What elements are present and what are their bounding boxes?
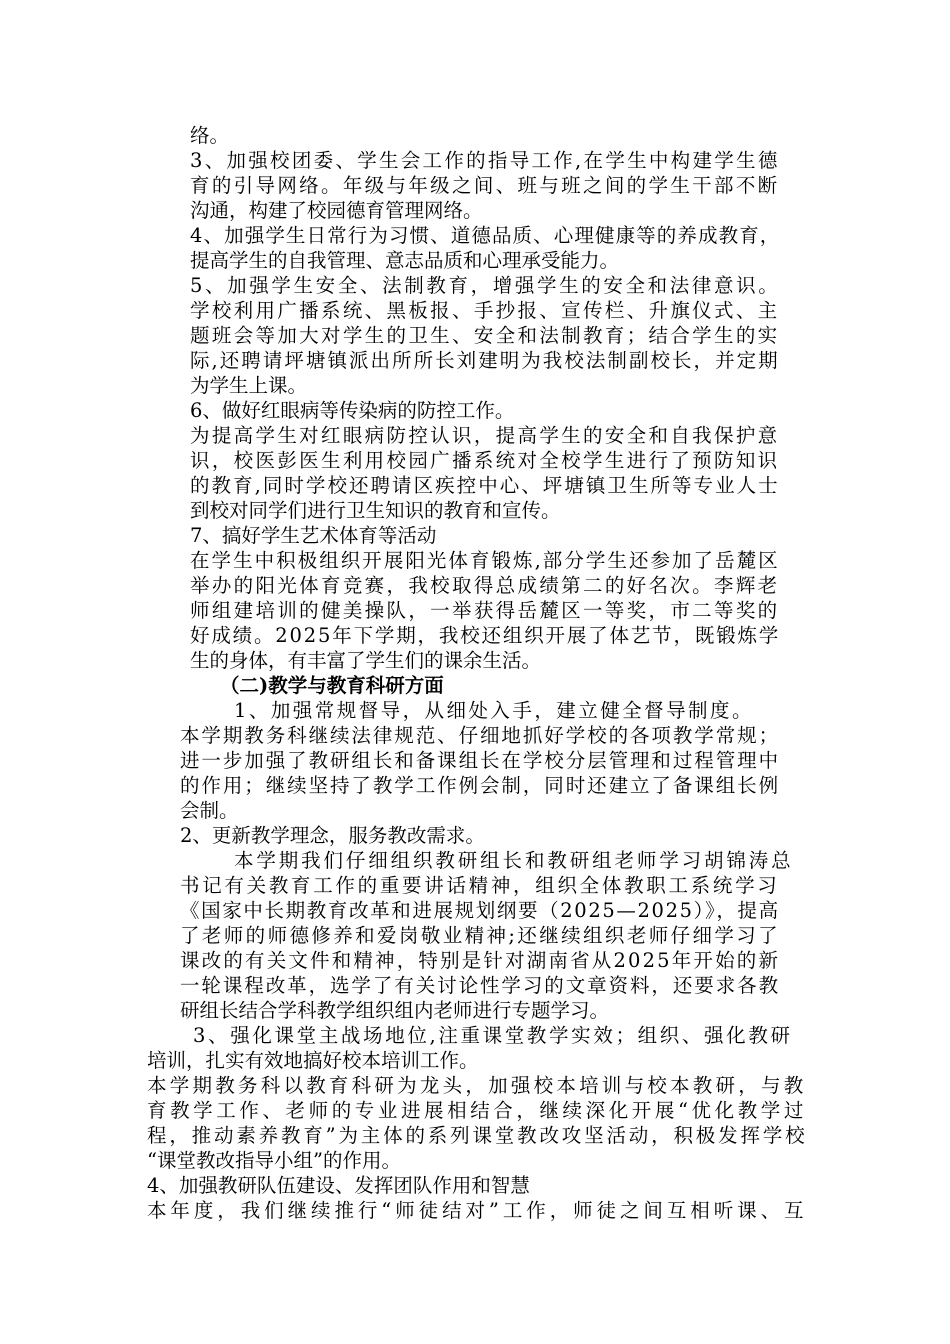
- text-line: 题班会等加大对学生的卫生、安全和法制教育；结合学生的实: [190, 324, 780, 347]
- text-line: 一轮课程改革，选学了有关讨论性学习的文章资料，还要求各教: [180, 974, 781, 997]
- text-line: 本学期教务科继续法律规范、仔细地抓好学校的各项教学常规；: [180, 724, 781, 747]
- text-line: 师组建培训的健美操队，一举获得岳麓区一等奖，市二等奖的: [190, 599, 780, 622]
- text-line: 的教育,同时学校还聘请区疾控中心、坪塘镇卫生所等专业人士: [190, 474, 780, 497]
- text-line: 际,还聘请坪塘镇派出所所长刘建明为我校法制副校长，并定期: [190, 349, 780, 372]
- text-line: 本年度，我们继续推行“师徒结对”工作，师徒之间互相听课、互: [147, 1199, 808, 1222]
- text-line: 课改的有关文件和精神，特别是针对湖南省从2025年开始的新: [180, 949, 781, 972]
- text-line: 5、加强学生安全、法制教育，增强学生的安全和法律意识。: [190, 274, 781, 297]
- text-line: 4、加强教研队伍建设、发挥团队作用和智慧: [147, 1174, 530, 1197]
- text-line: 程，推动素养教育”为主体的系列课堂教改攻坚活动，积极发挥学校: [147, 1124, 808, 1147]
- text-line: 到校对同学们进行卫生知识的教育和宣传。: [190, 499, 561, 522]
- text-line: 进一步加强了教研组长和备课组长在学校分层管理和过程管理中: [180, 749, 781, 772]
- text-line: 了老师的师德修养和爱岗敬业精神;还继续组织老师仔细学习了: [180, 924, 781, 947]
- text-line: 书记有关教育工作的重要讲话精神，组织全体教职工系统学习: [180, 874, 780, 897]
- text-line: 举办的阳光体育竞赛，我校取得总成绩第二的好名次。李辉老: [190, 574, 780, 597]
- text-line: 本学期教务科以教育科研为龙头，加强校本培训与校本教研，与教: [147, 1074, 807, 1097]
- text-line: 为提高学生对红眼病防控认识，提高学生的安全和自我保护意: [190, 424, 780, 447]
- text-line: 学校利用广播系统、黑板报、手抄报、宣传栏、升旗仪式、主: [190, 299, 780, 322]
- text-line: 生的身体，有丰富了学生们的课余生活。: [190, 649, 542, 672]
- text-line: “课堂教改指导小组”的作用。: [147, 1149, 401, 1172]
- text-line: 沟通，构建了校园德育管理网络。: [190, 199, 483, 222]
- text-line: 会制。: [180, 799, 239, 822]
- text-line: 1、加强常规督导，从细处入手，建立健全督导制度。: [234, 699, 754, 722]
- text-line: 《国家中长期教育改革和进展规划纲要（2025—2025）》，提高: [180, 899, 780, 922]
- text-line: 为学生上课。: [190, 374, 308, 397]
- text-line: 7、搞好学生艺术体育等活动: [190, 524, 437, 547]
- section-heading: （二)教学与教育科研方面: [220, 674, 444, 697]
- text-line: 3、加强校团委、学生会工作的指导工作,在学生中构建学生德: [190, 149, 780, 172]
- text-line: 育教学工作、老师的专业进展相结合，继续深化开展“优化教学过: [147, 1099, 807, 1122]
- text-line: 在学生中积极组织开展阳光体育锻炼,部分学生还参加了岳麓区: [190, 549, 780, 572]
- text-line: 培训，扎实有效地搞好校本培训工作。: [147, 1049, 479, 1072]
- text-line: 4、加强学生日常行为习惯、道德品质、心理健康等的养成教育，: [190, 224, 781, 247]
- text-line: 好成绩。2025年下学期，我校还组织开展了体艺节，既锻炼学: [190, 624, 781, 647]
- text-line: 2、更新教学理念，服务教改需求。: [180, 824, 485, 847]
- text-line: 识，校医彭医生利用校园广播系统对全校学生进行了预防知识: [190, 449, 780, 472]
- text-line: 6、做好红眼病等传染病的防控工作。: [190, 399, 515, 422]
- text-line: 育的引导网络。年级与年级之间、班与班之间的学生干部不断: [190, 174, 780, 197]
- text-line: 提高学生的自我管理、意志品质和心理承受能力。: [190, 249, 620, 272]
- text-line: 的作用；继续坚持了教学工作例会制，同时还建立了备课组长例: [180, 774, 781, 797]
- text-line: 研组长结合学科教学组织组内老师进行专题学习。: [180, 999, 610, 1022]
- text-line: 本学期我们仔细组织教研组长和教研组老师学习胡锦涛总: [234, 849, 794, 872]
- text-line: 3、强化课堂主战场地位,注重课堂教学实效；组织、强化教研: [193, 1024, 793, 1047]
- text-line: 络。: [190, 124, 230, 147]
